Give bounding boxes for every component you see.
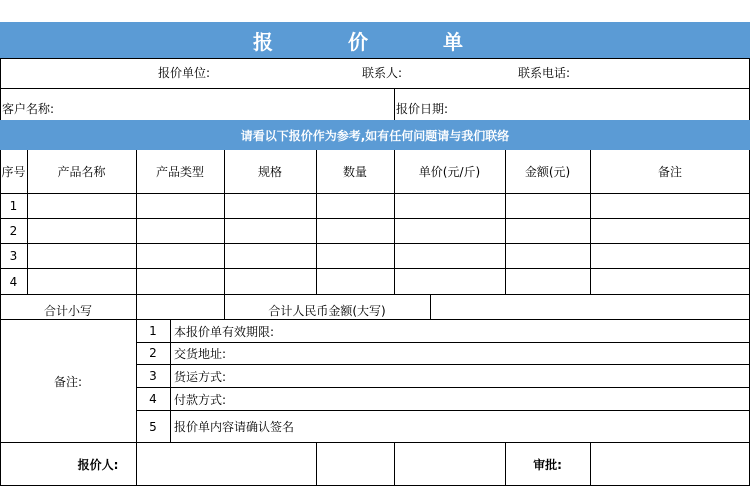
quote-date-label: 报价日期: xyxy=(396,102,449,116)
remark-payment-method: 付款方式: xyxy=(174,392,227,407)
grid-line xyxy=(0,218,750,219)
remark-num-4: 4 xyxy=(149,392,157,406)
table-row: 4 xyxy=(9,274,18,289)
header-amount: 金额(元) xyxy=(524,164,571,179)
grid-line xyxy=(136,364,750,365)
grid-line xyxy=(224,150,225,320)
grid-line xyxy=(0,243,750,244)
grid-line xyxy=(0,268,750,269)
remark-num-2: 2 xyxy=(149,346,157,360)
table-row: 3 xyxy=(9,249,18,263)
grid-line xyxy=(0,294,750,295)
grid-line xyxy=(0,319,750,320)
grid-line xyxy=(170,320,171,443)
grid-line xyxy=(27,150,28,294)
header-quantity: 数量 xyxy=(342,164,367,179)
header-spec: 规格 xyxy=(257,164,282,179)
contact-phone-label: 联系电话: xyxy=(518,66,571,80)
grid-line xyxy=(0,150,1,486)
remark-delivery-address: 交货地址: xyxy=(174,346,227,361)
table-row: 2 xyxy=(9,224,18,238)
header-product-name: 产品名称 xyxy=(57,164,106,179)
grid-line xyxy=(394,442,395,486)
grid-line xyxy=(0,58,750,59)
grid-line xyxy=(0,58,1,120)
grid-line xyxy=(136,387,750,388)
grid-line xyxy=(394,150,395,294)
grid-line xyxy=(316,442,317,486)
notice-banner: 请看以下报价作为参考,如有任何问题请与我们联络 xyxy=(0,120,750,150)
header-index: 序号 xyxy=(1,164,26,179)
grid-line xyxy=(0,485,750,486)
grid-line xyxy=(430,294,431,320)
grid-line xyxy=(590,150,591,294)
quoter-label: 报价人: xyxy=(77,457,119,472)
quote-title: 报 价 单 xyxy=(0,22,750,58)
remarks-label: 备注: xyxy=(53,374,83,389)
grid-line xyxy=(590,442,591,486)
grid-line xyxy=(136,342,750,343)
quote-unit-label: 报价单位: xyxy=(158,66,211,80)
grid-line xyxy=(0,193,750,194)
remark-confirm-signature: 报价单内容请确认签名 xyxy=(174,420,295,434)
grid-line xyxy=(0,442,750,443)
total-uppercase-label: 合计人民币金额(大写) xyxy=(268,303,386,318)
grid-line xyxy=(0,88,750,89)
grid-line xyxy=(505,150,506,294)
grid-line xyxy=(316,150,317,294)
grid-line xyxy=(136,150,137,486)
grid-line xyxy=(505,442,506,486)
grid-line xyxy=(136,410,750,411)
remark-num-1: 1 xyxy=(149,324,157,338)
header-remark: 备注 xyxy=(657,164,682,179)
header-product-type: 产品类型 xyxy=(155,164,204,179)
approval-label: 审批: xyxy=(533,457,562,472)
table-row: 1 xyxy=(9,199,18,213)
remark-validity: 本报价单有效期限: xyxy=(174,324,275,339)
grid-line xyxy=(394,88,395,120)
contact-person-label: 联系人: xyxy=(362,66,403,80)
remark-num-3: 3 xyxy=(149,369,157,383)
header-unit-price: 单价(元/斤) xyxy=(418,164,481,179)
customer-name-label: 客户名称: xyxy=(2,102,55,116)
remark-num-5: 5 xyxy=(149,419,157,434)
total-lowercase-label: 合计小写 xyxy=(43,303,92,318)
remark-shipping-method: 货运方式: xyxy=(174,369,227,384)
